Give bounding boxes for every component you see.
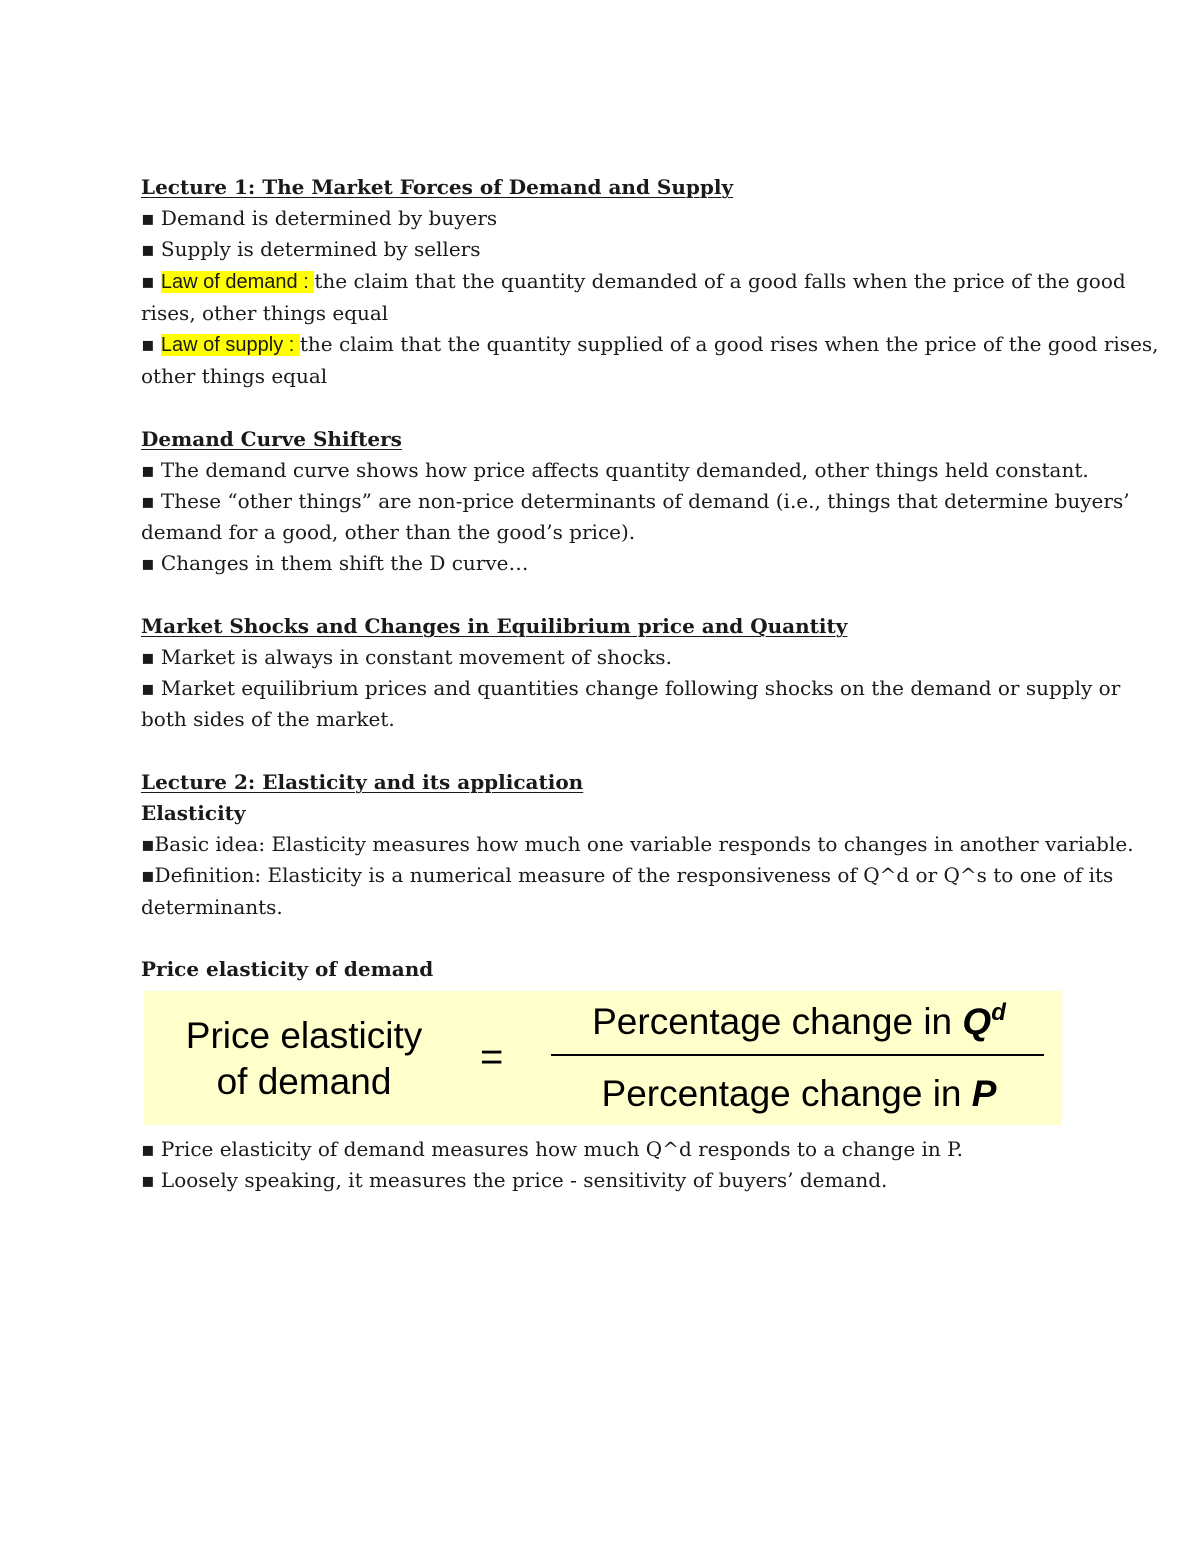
elasticity-formula-image (144, 991, 1062, 1125)
denominator-text: Percentage change in (601, 1073, 972, 1115)
lecture2-heading: Lecture 2: Elasticity and its application (141, 769, 584, 794)
bullet-price-sensitivity: ▪ Loosely speaking, it measures the price - sensitivity of buyers’ demand. (141, 1168, 888, 1193)
bullet-law-of-demand (141, 266, 1166, 329)
formula-equals-sign: = (480, 1035, 504, 1080)
ped-heading: Price elasticity of demand (141, 957, 434, 982)
formula-left-line1: Price elasticity (185, 1015, 423, 1057)
denominator-variable: P (971, 1073, 997, 1115)
bullet-marker: ▪ (141, 268, 161, 293)
formula-left-line2: of demand (216, 1061, 392, 1103)
shocks-heading: Market Shocks and Changes in Equilibrium price and Quantity (141, 613, 848, 638)
formula-denominator (554, 1071, 1044, 1117)
numerator-variable: Q (962, 1001, 992, 1043)
spacer (141, 392, 1166, 423)
law-of-demand-text: the claim that the quantity demanded of a good falls when the price of the good rises, other things equal (141, 268, 1126, 325)
numerator-text: Percentage change in (592, 1001, 963, 1043)
spacer (141, 923, 1166, 954)
bullet-ped-measures: ▪ Price elasticity of demand measures how much Q^d responds to a change in P. (141, 1137, 963, 1162)
bullet-equilibrium-changes: ▪ Market equilibrium prices and quantities change following shocks on the demand or supply or both sides of the market. (141, 676, 1121, 732)
law-of-supply-term: Law of supply : (160, 334, 300, 357)
law-of-supply-text: the claim that the quantity supplied of a good rises when the price of the good rises, other things equal (141, 332, 1159, 389)
law-of-demand-term: Law of demand : (160, 270, 315, 293)
bullet-shift-d-curve: ▪ Changes in them shift the D curve… (141, 551, 529, 576)
bullet-definition: ▪Definition: Elasticity is a numerical measure of the responsiveness of Q^d or Q^s to one of its determinants. (141, 863, 1114, 919)
bullet-demand-buyers: ▪ Demand is determined by buyers (141, 206, 498, 231)
fraction-bar (551, 1054, 1044, 1056)
bullet-other-things: ▪ These “other things” are non-price determinants of demand (i.e., things that determine buyers’ demand for a good, other than the good’s price). (141, 489, 1130, 545)
bullet-marker: ▪ (141, 332, 161, 357)
formula-numerator (554, 999, 1044, 1045)
bullet-supply-sellers: ▪ Supply is determined by sellers (141, 237, 481, 262)
elasticity-subheading: Elasticity (141, 801, 246, 826)
bullet-constant-movement: ▪ Market is always in constant movement of shocks. (141, 645, 672, 670)
spacer (141, 736, 1166, 767)
formula-left-side (170, 1013, 438, 1105)
lecture1-heading: Lecture 1: The Market Forces of Demand and Supply (141, 175, 734, 199)
spacer (141, 580, 1166, 611)
bullet-demand-curve-shows: ▪ The demand curve shows how price affects quantity demanded, other things held constant. (141, 457, 1089, 482)
bullet-law-of-supply (141, 329, 1166, 392)
shifters-heading: Demand Curve Shifters (141, 426, 402, 451)
bullet-basic-idea: ▪Basic idea: Elasticity measures how much one variable responds to changes in another variable. (141, 832, 1134, 857)
numerator-superscript: d (991, 999, 1006, 1027)
document-body (141, 172, 1166, 1197)
